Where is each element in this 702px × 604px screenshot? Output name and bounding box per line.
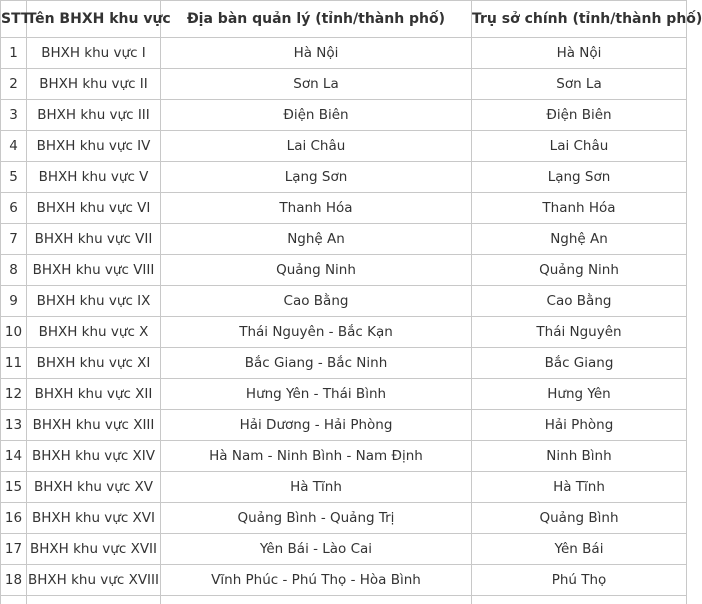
cell-region-name: BHXH khu vực III	[27, 100, 161, 131]
cell-region-name: BHXH khu vực II	[27, 69, 161, 100]
cell-region-name: BHXH khu vực XI	[27, 348, 161, 379]
cell-headquarters: Ninh Bình	[472, 441, 687, 472]
table-row	[1, 100, 687, 131]
cell-stt: 3	[1, 100, 27, 131]
cell-managed-area: Lạng Sơn	[161, 162, 472, 193]
cell-stt: 14	[1, 441, 27, 472]
table-row	[1, 38, 687, 69]
cell-headquarters: Thái Nguyên	[472, 317, 687, 348]
cell-region-name: BHXH khu vực XV	[27, 472, 161, 503]
cell-region-name: BHXH khu vực IX	[27, 286, 161, 317]
cell-stt: 11	[1, 348, 27, 379]
cell-headquarters: Thanh Hóa	[472, 193, 687, 224]
cell-region-name: BHXH khu vực XIII	[27, 410, 161, 441]
cell-managed-area: Hà Nam - Ninh Bình - Nam Định	[161, 441, 472, 472]
cell-managed-area: Quảng Ninh	[161, 255, 472, 286]
cell-region-name: BHXH khu vực IV	[27, 131, 161, 162]
table-row	[1, 441, 687, 472]
cell-headquarters: Hưng Yên	[472, 379, 687, 410]
header-managed-area: Địa bàn quản lý (tỉnh/thành phố)	[161, 1, 472, 38]
header-stt: STT	[1, 1, 27, 38]
cell-managed-area: Bắc Giang - Bắc Ninh	[161, 348, 472, 379]
cell-headquarters: Quảng Bình	[472, 503, 687, 534]
cell-stt: 13	[1, 410, 27, 441]
table-row	[1, 503, 687, 534]
table-row	[1, 379, 687, 410]
table-row	[1, 131, 687, 162]
cell-managed-area: Thái Nguyên - Bắc Kạn	[161, 317, 472, 348]
cell-headquarters: Bắc Giang	[472, 348, 687, 379]
table-header-row	[1, 1, 687, 38]
cell-stt: 15	[1, 472, 27, 503]
cell-empty	[1, 596, 27, 604]
cell-stt: 4	[1, 131, 27, 162]
cell-headquarters: Điện Biên	[472, 100, 687, 131]
cell-region-name: BHXH khu vực XII	[27, 379, 161, 410]
header-region-name: Tên BHXH khu vực	[27, 1, 161, 38]
cell-region-name: BHXH khu vực V	[27, 162, 161, 193]
cell-managed-area: Sơn La	[161, 69, 472, 100]
cell-stt: 7	[1, 224, 27, 255]
cell-region-name: BHXH khu vực XVIII	[27, 565, 161, 596]
table-row	[1, 348, 687, 379]
cell-region-name: BHXH khu vực VII	[27, 224, 161, 255]
table-body	[1, 38, 687, 604]
table-row-partial	[1, 596, 687, 604]
table-row	[1, 565, 687, 596]
table-row	[1, 224, 687, 255]
cell-stt: 16	[1, 503, 27, 534]
cell-headquarters: Hải Phòng	[472, 410, 687, 441]
cell-empty	[27, 596, 161, 604]
cell-managed-area: Vĩnh Phúc - Phú Thọ - Hòa Bình	[161, 565, 472, 596]
cell-headquarters: Yên Bái	[472, 534, 687, 565]
cell-managed-area: Hải Dương - Hải Phòng	[161, 410, 472, 441]
cell-headquarters: Hà Nội	[472, 38, 687, 69]
cell-stt: 2	[1, 69, 27, 100]
table-row	[1, 286, 687, 317]
cell-managed-area: Hà Tĩnh	[161, 472, 472, 503]
cell-region-name: BHXH khu vực X	[27, 317, 161, 348]
cell-managed-area: Thanh Hóa	[161, 193, 472, 224]
cell-headquarters: Quảng Ninh	[472, 255, 687, 286]
cell-stt: 9	[1, 286, 27, 317]
cell-managed-area: Quảng Bình - Quảng Trị	[161, 503, 472, 534]
cell-headquarters: Cao Bằng	[472, 286, 687, 317]
table-row	[1, 255, 687, 286]
table-row	[1, 534, 687, 565]
cell-managed-area: Lai Châu	[161, 131, 472, 162]
cell-headquarters: Hà Tĩnh	[472, 472, 687, 503]
cell-stt: 17	[1, 534, 27, 565]
cell-headquarters: Sơn La	[472, 69, 687, 100]
cell-region-name: BHXH khu vực XVI	[27, 503, 161, 534]
cell-headquarters: Lai Châu	[472, 131, 687, 162]
cell-stt: 8	[1, 255, 27, 286]
table-row	[1, 472, 687, 503]
cell-region-name: BHXH khu vực VI	[27, 193, 161, 224]
cell-managed-area: Hưng Yên - Thái Bình	[161, 379, 472, 410]
cell-headquarters: Nghệ An	[472, 224, 687, 255]
cell-stt: 1	[1, 38, 27, 69]
cell-region-name: BHXH khu vực XIV	[27, 441, 161, 472]
cell-stt: 10	[1, 317, 27, 348]
table-row	[1, 162, 687, 193]
cell-managed-area: Yên Bái - Lào Cai	[161, 534, 472, 565]
cell-managed-area: Hà Nội	[161, 38, 472, 69]
table-row	[1, 317, 687, 348]
cell-region-name: BHXH khu vực XVII	[27, 534, 161, 565]
cell-headquarters: Lạng Sơn	[472, 162, 687, 193]
header-headquarters: Trụ sở chính (tỉnh/thành phố)	[472, 1, 687, 38]
cell-stt: 18	[1, 565, 27, 596]
cell-stt: 5	[1, 162, 27, 193]
cell-headquarters: Phú Thọ	[472, 565, 687, 596]
cell-managed-area: Cao Bằng	[161, 286, 472, 317]
cell-region-name: BHXH khu vực I	[27, 38, 161, 69]
table-row	[1, 410, 687, 441]
cell-region-name: BHXH khu vực VIII	[27, 255, 161, 286]
cell-stt: 12	[1, 379, 27, 410]
cell-empty	[472, 596, 687, 604]
cell-empty	[161, 596, 472, 604]
table-row	[1, 69, 687, 100]
cell-managed-area: Nghệ An	[161, 224, 472, 255]
table-row	[1, 193, 687, 224]
cell-managed-area: Điện Biên	[161, 100, 472, 131]
cell-stt: 6	[1, 193, 27, 224]
